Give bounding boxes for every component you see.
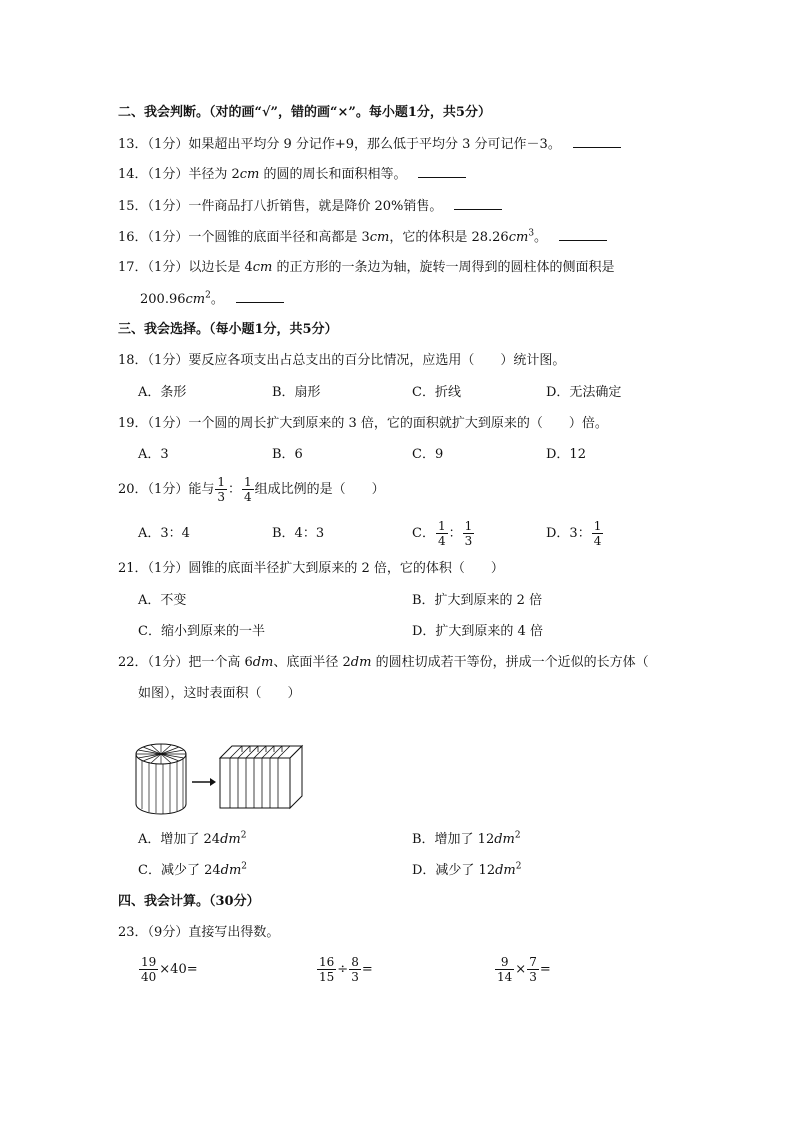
exponent: 2 bbox=[241, 861, 248, 872]
punctuation: 。 bbox=[210, 292, 224, 307]
q21-option-a[interactable]: A．不变 bbox=[138, 593, 187, 608]
numerator: 7 bbox=[529, 955, 537, 969]
answer-blank[interactable] bbox=[454, 197, 502, 210]
question-number: 22． bbox=[118, 655, 148, 670]
q21-option-d[interactable]: D．扩大到原来的 4 倍 bbox=[412, 624, 543, 639]
question-22 bbox=[118, 654, 649, 672]
denominator: 4 bbox=[593, 534, 602, 548]
question-number: 23． bbox=[118, 925, 148, 940]
denominator: 14 bbox=[497, 970, 513, 984]
exponent: 2 bbox=[515, 861, 522, 872]
q19-option-d[interactable]: D．12 bbox=[546, 447, 586, 462]
unit: cm bbox=[185, 292, 206, 307]
exponent: 2 bbox=[205, 290, 211, 301]
fraction bbox=[527, 955, 539, 984]
expression-rest: = bbox=[361, 962, 373, 977]
q22-option-b[interactable] bbox=[412, 831, 521, 849]
section-2-heading: 二、我会判断。（对的画“√”，错的画“×”。每小题1分，共5分） bbox=[118, 105, 491, 120]
question-text-tail: 的圆的周长和面积相等。 bbox=[259, 167, 407, 182]
q20-option-b[interactable]: B．4：3 bbox=[272, 526, 325, 541]
denominator: 15 bbox=[319, 970, 335, 984]
unit: dm bbox=[494, 832, 515, 847]
question-text: （1分）半径为 2 bbox=[147, 167, 240, 182]
fraction bbox=[139, 955, 158, 984]
question-16 bbox=[118, 228, 607, 247]
operator: × bbox=[515, 962, 527, 977]
q18-option-c[interactable]: C．折线 bbox=[412, 385, 461, 400]
expression-rest: = bbox=[539, 962, 551, 977]
question-13 bbox=[118, 135, 621, 154]
q21-option-b[interactable]: B．扩大到原来的 2 倍 bbox=[412, 593, 543, 608]
question-18 bbox=[118, 352, 565, 370]
section-3-heading: 三、我会选择。（每小题1分，共5分） bbox=[118, 322, 338, 337]
q18-option-a[interactable]: A．条形 bbox=[138, 385, 187, 400]
question-text-mid: ，它的体积是 28.26 bbox=[389, 230, 509, 245]
q22-option-d[interactable] bbox=[412, 862, 522, 880]
q19-option-a[interactable]: A．3 bbox=[138, 447, 169, 462]
question-number: 15． bbox=[118, 199, 148, 214]
q20-option-d[interactable] bbox=[546, 516, 604, 552]
question-number: 17． bbox=[118, 260, 148, 275]
exponent: 3 bbox=[528, 228, 535, 239]
option-label: D．3： bbox=[546, 526, 591, 541]
q19-option-c[interactable]: C．9 bbox=[412, 447, 444, 462]
q22-option-c[interactable] bbox=[138, 862, 247, 880]
numerator: 1 bbox=[464, 519, 473, 533]
question-text-tail: 的圆柱切成若干等份，拼成一个近似的长方体（ bbox=[371, 655, 649, 670]
cylinder-to-cuboid-figure bbox=[134, 742, 306, 816]
option-text: C．减少了 24 bbox=[138, 863, 221, 878]
expression-rest: ×40= bbox=[159, 962, 198, 977]
question-text: （1分）以边长是 4 bbox=[147, 260, 253, 275]
ratio-colon: ： bbox=[227, 482, 241, 497]
q19-option-b[interactable]: B．6 bbox=[272, 447, 303, 462]
q18-option-b[interactable]: B．扇形 bbox=[272, 385, 321, 400]
question-15 bbox=[118, 197, 502, 216]
fraction bbox=[242, 475, 254, 504]
fraction bbox=[436, 519, 448, 548]
numerator: 1 bbox=[217, 475, 225, 489]
ratio-colon: ： bbox=[448, 526, 462, 541]
question-20 bbox=[118, 472, 385, 508]
unit: cm bbox=[508, 230, 529, 245]
numerator: 19 bbox=[141, 955, 157, 969]
question-text: （9分）直接写出得数。 bbox=[147, 925, 280, 940]
unit: dm bbox=[350, 655, 372, 670]
q22-option-a[interactable] bbox=[138, 831, 246, 849]
numerator: 8 bbox=[351, 955, 359, 969]
question-number: 21． bbox=[118, 561, 148, 576]
question-23 bbox=[118, 924, 279, 942]
unit: dm bbox=[220, 863, 242, 878]
question-text: （1分）能与 bbox=[147, 482, 215, 497]
fraction bbox=[215, 475, 227, 504]
denominator: 40 bbox=[141, 970, 157, 984]
operator: ÷ bbox=[337, 962, 349, 977]
fraction bbox=[317, 955, 336, 984]
question-21 bbox=[118, 560, 504, 578]
unit: cm bbox=[239, 167, 260, 182]
q18-option-d[interactable]: D．无法确定 bbox=[546, 385, 622, 400]
numerator: 1 bbox=[437, 519, 446, 533]
arrow-icon bbox=[192, 778, 216, 786]
question-number: 19． bbox=[118, 416, 148, 431]
question-text: （1分）圆锥的底面半径扩大到原来的 2 倍，它的体积（ ） bbox=[147, 561, 504, 576]
question-text-mid: 、底面半径 2 bbox=[273, 655, 351, 670]
numerator: 16 bbox=[319, 955, 335, 969]
q20-option-c[interactable] bbox=[412, 516, 475, 552]
question-17 bbox=[118, 259, 614, 277]
exponent: 2 bbox=[514, 830, 521, 841]
question-number: 14． bbox=[118, 167, 148, 182]
fraction bbox=[495, 955, 514, 984]
unit: dm bbox=[495, 863, 516, 878]
unit: dm bbox=[220, 832, 241, 847]
numerator: 1 bbox=[243, 475, 252, 489]
expression-1 bbox=[138, 952, 198, 988]
question-text: （1分）一件商品打八折销售，就是降价 20%销售。 bbox=[147, 199, 443, 214]
denominator: 3 bbox=[217, 490, 225, 504]
answer-blank[interactable] bbox=[559, 228, 607, 241]
value: 200.96 bbox=[140, 292, 186, 307]
question-text-tail: 。 bbox=[534, 230, 548, 245]
cylinder-shape bbox=[136, 744, 186, 814]
question-17-continued bbox=[140, 290, 284, 309]
denominator: 3 bbox=[351, 970, 359, 984]
expression-2 bbox=[316, 952, 373, 988]
question-number: 16． bbox=[118, 230, 148, 245]
cuboid-shape bbox=[220, 746, 302, 808]
question-number: 13． bbox=[118, 137, 148, 152]
numerator: 1 bbox=[593, 519, 602, 533]
fraction bbox=[592, 519, 604, 548]
question-text-tail: 组成比例的是（ ） bbox=[254, 482, 385, 497]
numerator: 9 bbox=[495, 955, 514, 970]
option-label: C． bbox=[412, 526, 435, 541]
q20-option-a[interactable]: A．3：4 bbox=[138, 526, 190, 541]
answer-blank[interactable] bbox=[418, 165, 466, 178]
option-text: D．减少了 12 bbox=[412, 863, 496, 878]
question-number: 20． bbox=[118, 482, 148, 497]
section-4-heading: 四、我会计算。（30分） bbox=[118, 894, 260, 909]
question-text-tail: 的正方形的一条边为轴，旋转一周得到的圆柱体的侧面积是 bbox=[272, 260, 615, 275]
exponent: 2 bbox=[240, 830, 247, 841]
unit: dm bbox=[252, 655, 274, 670]
question-text: （1分）把一个高 6 bbox=[147, 655, 253, 670]
unit: cm bbox=[252, 260, 273, 275]
option-text: A．增加了 24 bbox=[138, 832, 221, 847]
question-text: （1分）一个圆的周长扩大到原来的 3 倍，它的面积就扩大到原来的（ ）倍。 bbox=[147, 416, 608, 431]
denominator: 4 bbox=[243, 490, 252, 504]
answer-blank[interactable] bbox=[573, 135, 621, 148]
question-text: （1分）要反应各项支出占总支出的百分比情况，应选用（ ）统计图。 bbox=[147, 353, 566, 368]
question-14 bbox=[118, 165, 466, 184]
denominator: 3 bbox=[464, 534, 473, 548]
question-number: 18． bbox=[118, 353, 148, 368]
q21-option-c[interactable]: C．缩小到原来的一半 bbox=[138, 624, 265, 639]
unit: cm bbox=[369, 230, 390, 245]
fraction bbox=[349, 955, 361, 984]
question-22-continued: 如图），这时表面积（ ） bbox=[138, 686, 301, 701]
question-19 bbox=[118, 415, 608, 433]
question-text: （1分）如果超出平均分 9 分记作+9，那么低于平均分 3 分可记作－3。 bbox=[147, 137, 561, 152]
answer-blank[interactable] bbox=[236, 290, 284, 303]
denominator: 3 bbox=[529, 970, 537, 984]
option-text: B．增加了 12 bbox=[412, 832, 495, 847]
expression-3 bbox=[494, 952, 551, 988]
denominator: 4 bbox=[437, 534, 446, 548]
question-text: （1分）一个圆锥的底面半径和高都是 3 bbox=[147, 230, 370, 245]
fraction bbox=[463, 519, 475, 548]
